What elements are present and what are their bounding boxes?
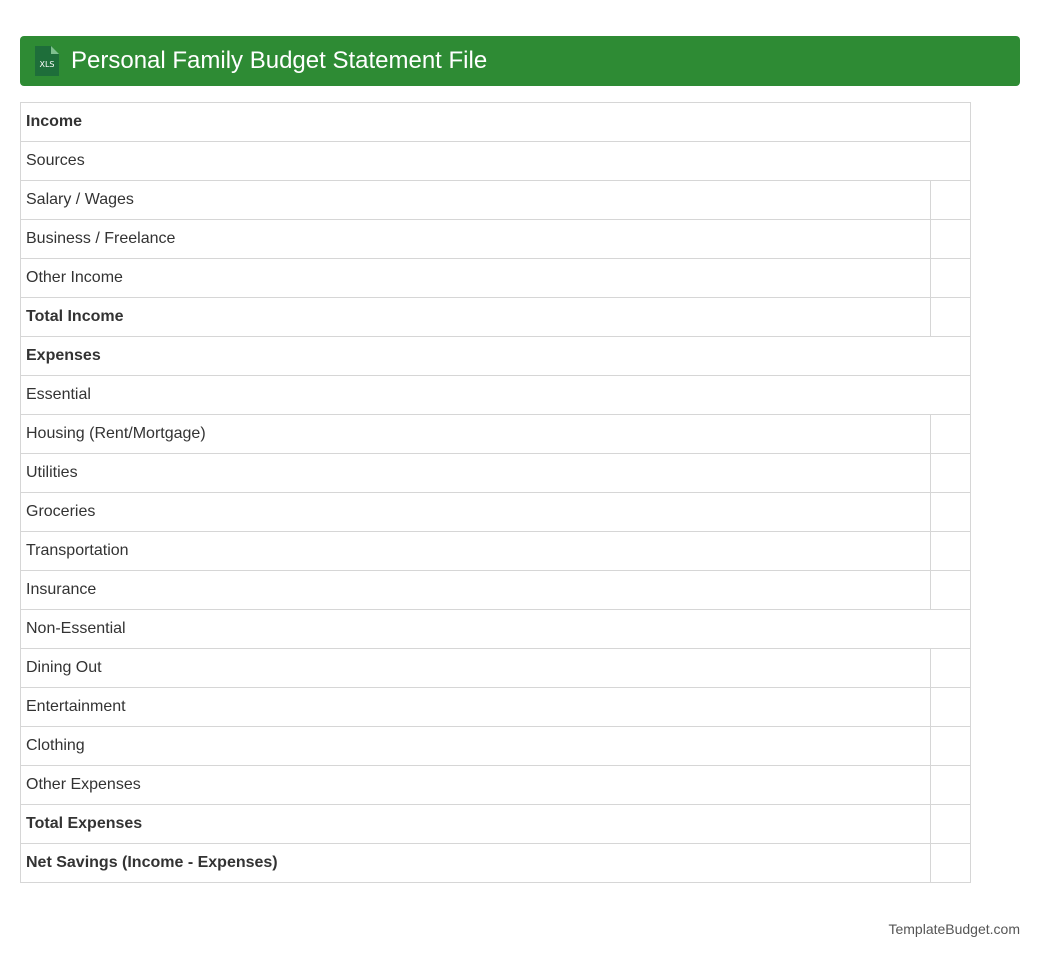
budget-table-body xyxy=(21,103,971,883)
amount-cell[interactable] xyxy=(931,259,971,298)
row-label: Total Expenses xyxy=(21,805,931,844)
section-row xyxy=(21,103,971,142)
xls-file-icon xyxy=(32,45,60,77)
table-row xyxy=(21,688,971,727)
row-label: Income xyxy=(21,103,971,142)
amount-cell[interactable] xyxy=(931,649,971,688)
row-label: Other Income xyxy=(21,259,931,298)
section-row xyxy=(21,376,971,415)
table-row xyxy=(21,181,971,220)
amount-cell[interactable] xyxy=(931,220,971,259)
amount-cell[interactable] xyxy=(931,298,971,337)
row-label: Housing (Rent/Mortgage) xyxy=(21,415,931,454)
xls-icon-label: XLS xyxy=(39,60,55,69)
row-label: Essential xyxy=(21,376,971,415)
table-row xyxy=(21,454,971,493)
footer-credit: TemplateBudget.com xyxy=(888,921,1020,937)
amount-cell[interactable] xyxy=(931,571,971,610)
table-row xyxy=(21,532,971,571)
row-label: Total Income xyxy=(21,298,931,337)
table-row xyxy=(21,727,971,766)
table-row xyxy=(21,805,971,844)
row-label: Non-Essential xyxy=(21,610,971,649)
amount-cell[interactable] xyxy=(931,532,971,571)
row-label: Sources xyxy=(21,142,971,181)
row-label: Business / Freelance xyxy=(21,220,931,259)
table-row xyxy=(21,571,971,610)
row-label: Insurance xyxy=(21,571,931,610)
table-row xyxy=(21,766,971,805)
row-label: Clothing xyxy=(21,727,931,766)
budget-table xyxy=(20,102,971,883)
table-row xyxy=(21,649,971,688)
row-label: Other Expenses xyxy=(21,766,931,805)
amount-cell[interactable] xyxy=(931,415,971,454)
amount-cell[interactable] xyxy=(931,688,971,727)
amount-cell[interactable] xyxy=(931,181,971,220)
row-label: Groceries xyxy=(21,493,931,532)
row-label: Salary / Wages xyxy=(21,181,931,220)
row-label: Expenses xyxy=(21,337,971,376)
amount-cell[interactable] xyxy=(931,844,971,883)
row-label: Transportation xyxy=(21,532,931,571)
section-row xyxy=(21,142,971,181)
amount-cell[interactable] xyxy=(931,454,971,493)
row-label: Dining Out xyxy=(21,649,931,688)
amount-cell[interactable] xyxy=(931,727,971,766)
amount-cell[interactable] xyxy=(931,805,971,844)
amount-cell[interactable] xyxy=(931,493,971,532)
table-row xyxy=(21,298,971,337)
section-row xyxy=(21,337,971,376)
table-row xyxy=(21,415,971,454)
table-row xyxy=(21,220,971,259)
page-header xyxy=(20,36,1020,86)
table-row xyxy=(21,259,971,298)
table-row xyxy=(21,493,971,532)
table-row xyxy=(21,844,971,883)
row-label: Net Savings (Income - Expenses) xyxy=(21,844,931,883)
row-label: Utilities xyxy=(21,454,931,493)
row-label: Entertainment xyxy=(21,688,931,727)
page-title: Personal Family Budget Statement File xyxy=(71,47,488,74)
amount-cell[interactable] xyxy=(931,766,971,805)
section-row xyxy=(21,610,971,649)
